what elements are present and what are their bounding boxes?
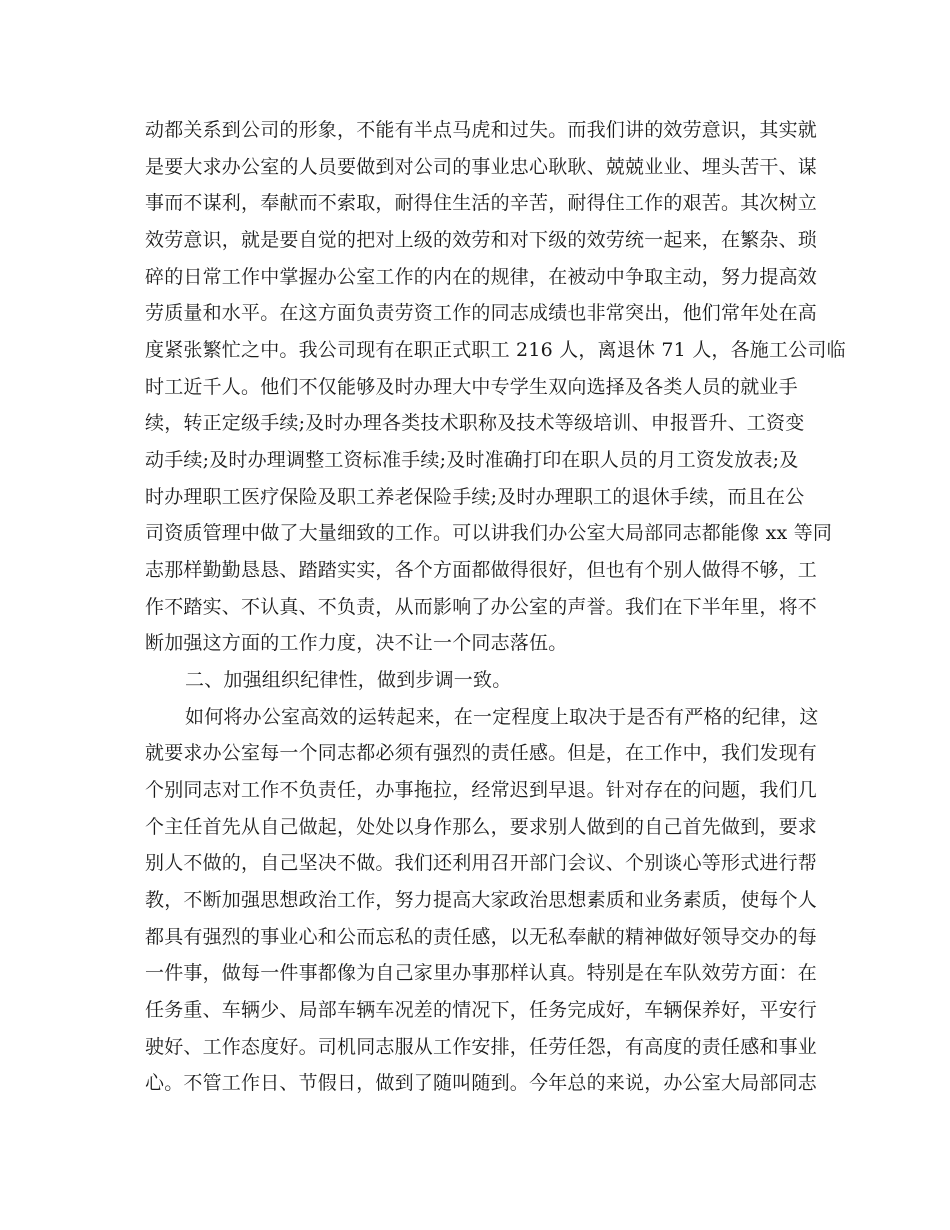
text-line: 都具有强烈的事业心和公而忘私的责任感，以无私奉献的精神做好领导交办的每 — [145, 926, 818, 948]
text-line: 劳质量和水平。在这方面负责劳资工作的同志成绩也非常突出，他们常年处在高 — [145, 302, 818, 324]
text-line: 教，不断加强思想政治工作，努力提高大家政治思想素质和业务素质，使每个人 — [145, 889, 818, 911]
text-line: 动手续;及时办理调整工资标准手续;及时准确打印在职人员的月工资发放表;及 — [145, 449, 799, 471]
text-line: 个别同志对工作不负责任，办事拖拉，经常迟到早退。针对存在的问题，我们几 — [145, 779, 818, 801]
text-line: 作不踏实、不认真、不负责，从而影响了办公室的声誉。我们在下半年里，将不 — [145, 596, 818, 618]
text-line: 别人不做的，自己坚决不做。我们还利用召开部门会议、个别谈心等形式进行帮 — [145, 852, 818, 874]
text-line: 事而不谋利，奉献而不索取，耐得住生活的辛苦，耐得住工作的艰苦。其次树立 — [145, 192, 818, 214]
text-line: 时办理职工医疗保险及职工养老保险手续;及时办理职工的退休手续，而且在公 — [145, 486, 805, 508]
paragraph-first-line: 如何将办公室高效的运转起来，在一定程度上取决于是否有严格的纪律，这 — [185, 706, 819, 728]
text-line: 效劳意识，就是要自觉的把对上级的效劳和对下级的效劳统一起来，在繁杂、琐 — [145, 229, 818, 251]
text-line: 碎的日常工作中掌握办公室工作的内在的规律，在被动中争取主动，努力提高效 — [145, 266, 818, 288]
text-line: 司资质管理中做了大量细致的工作。可以讲我们办公室大局部同志都能像 xx 等同 — [145, 522, 833, 544]
section-heading: 二、加强组织纪律性，做到步调一致。 — [185, 669, 512, 691]
text-line: 断加强这方面的工作力度，决不让一个同志落伍。 — [145, 632, 568, 654]
text-line: 时工近千人。他们不仅能够及时办理大中专学生双向选择及各类人员的就业手 — [145, 376, 798, 398]
text-line: 心。不管工作日、节假日，做到了随叫随到。今年总的来说，办公室大局部同志 — [145, 1072, 818, 1094]
text-line: 就要求办公室每一个同志都必须有强烈的责任感。但是，在工作中，我们发现有 — [145, 742, 818, 764]
text-line: 任务重、车辆少、局部车辆车况差的情况下，任务完成好，车辆保养好，平安行 — [145, 999, 818, 1021]
text-line: 动都关系到公司的形象，不能有半点马虎和过失。而我们讲的效劳意识，其实就 — [145, 119, 818, 141]
text-line: 是要大求办公室的人员要做到对公司的事业忠心耿耿、兢兢业业、埋头苦干、谋 — [145, 156, 818, 178]
text-line: 度紧张繁忙之中。我公司现有在职正式职工 216 人，离退休 71 人，各施工公司临 — [145, 339, 846, 361]
text-line: 志那样勤勤恳恳、踏踏实实，各个方面都做得很好，但也有个别人做得不够，工 — [145, 559, 818, 581]
text-line: 个主任首先从自己做起，处处以身作那么，要求别人做到的自己首先做到，要求 — [145, 816, 818, 838]
text-line: 驶好、工作态度好。司机同志服从工作安排，任劳任怨，有高度的责任感和事业 — [145, 1036, 818, 1058]
text-line: 续，转正定级手续;及时办理各类技术职称及技术等级培训、申报晋升、工资变 — [145, 412, 805, 434]
text-line: 一件事，做每一件事都像为自己家里办事那样认真。特别是在车队效劳方面：在 — [145, 962, 818, 984]
